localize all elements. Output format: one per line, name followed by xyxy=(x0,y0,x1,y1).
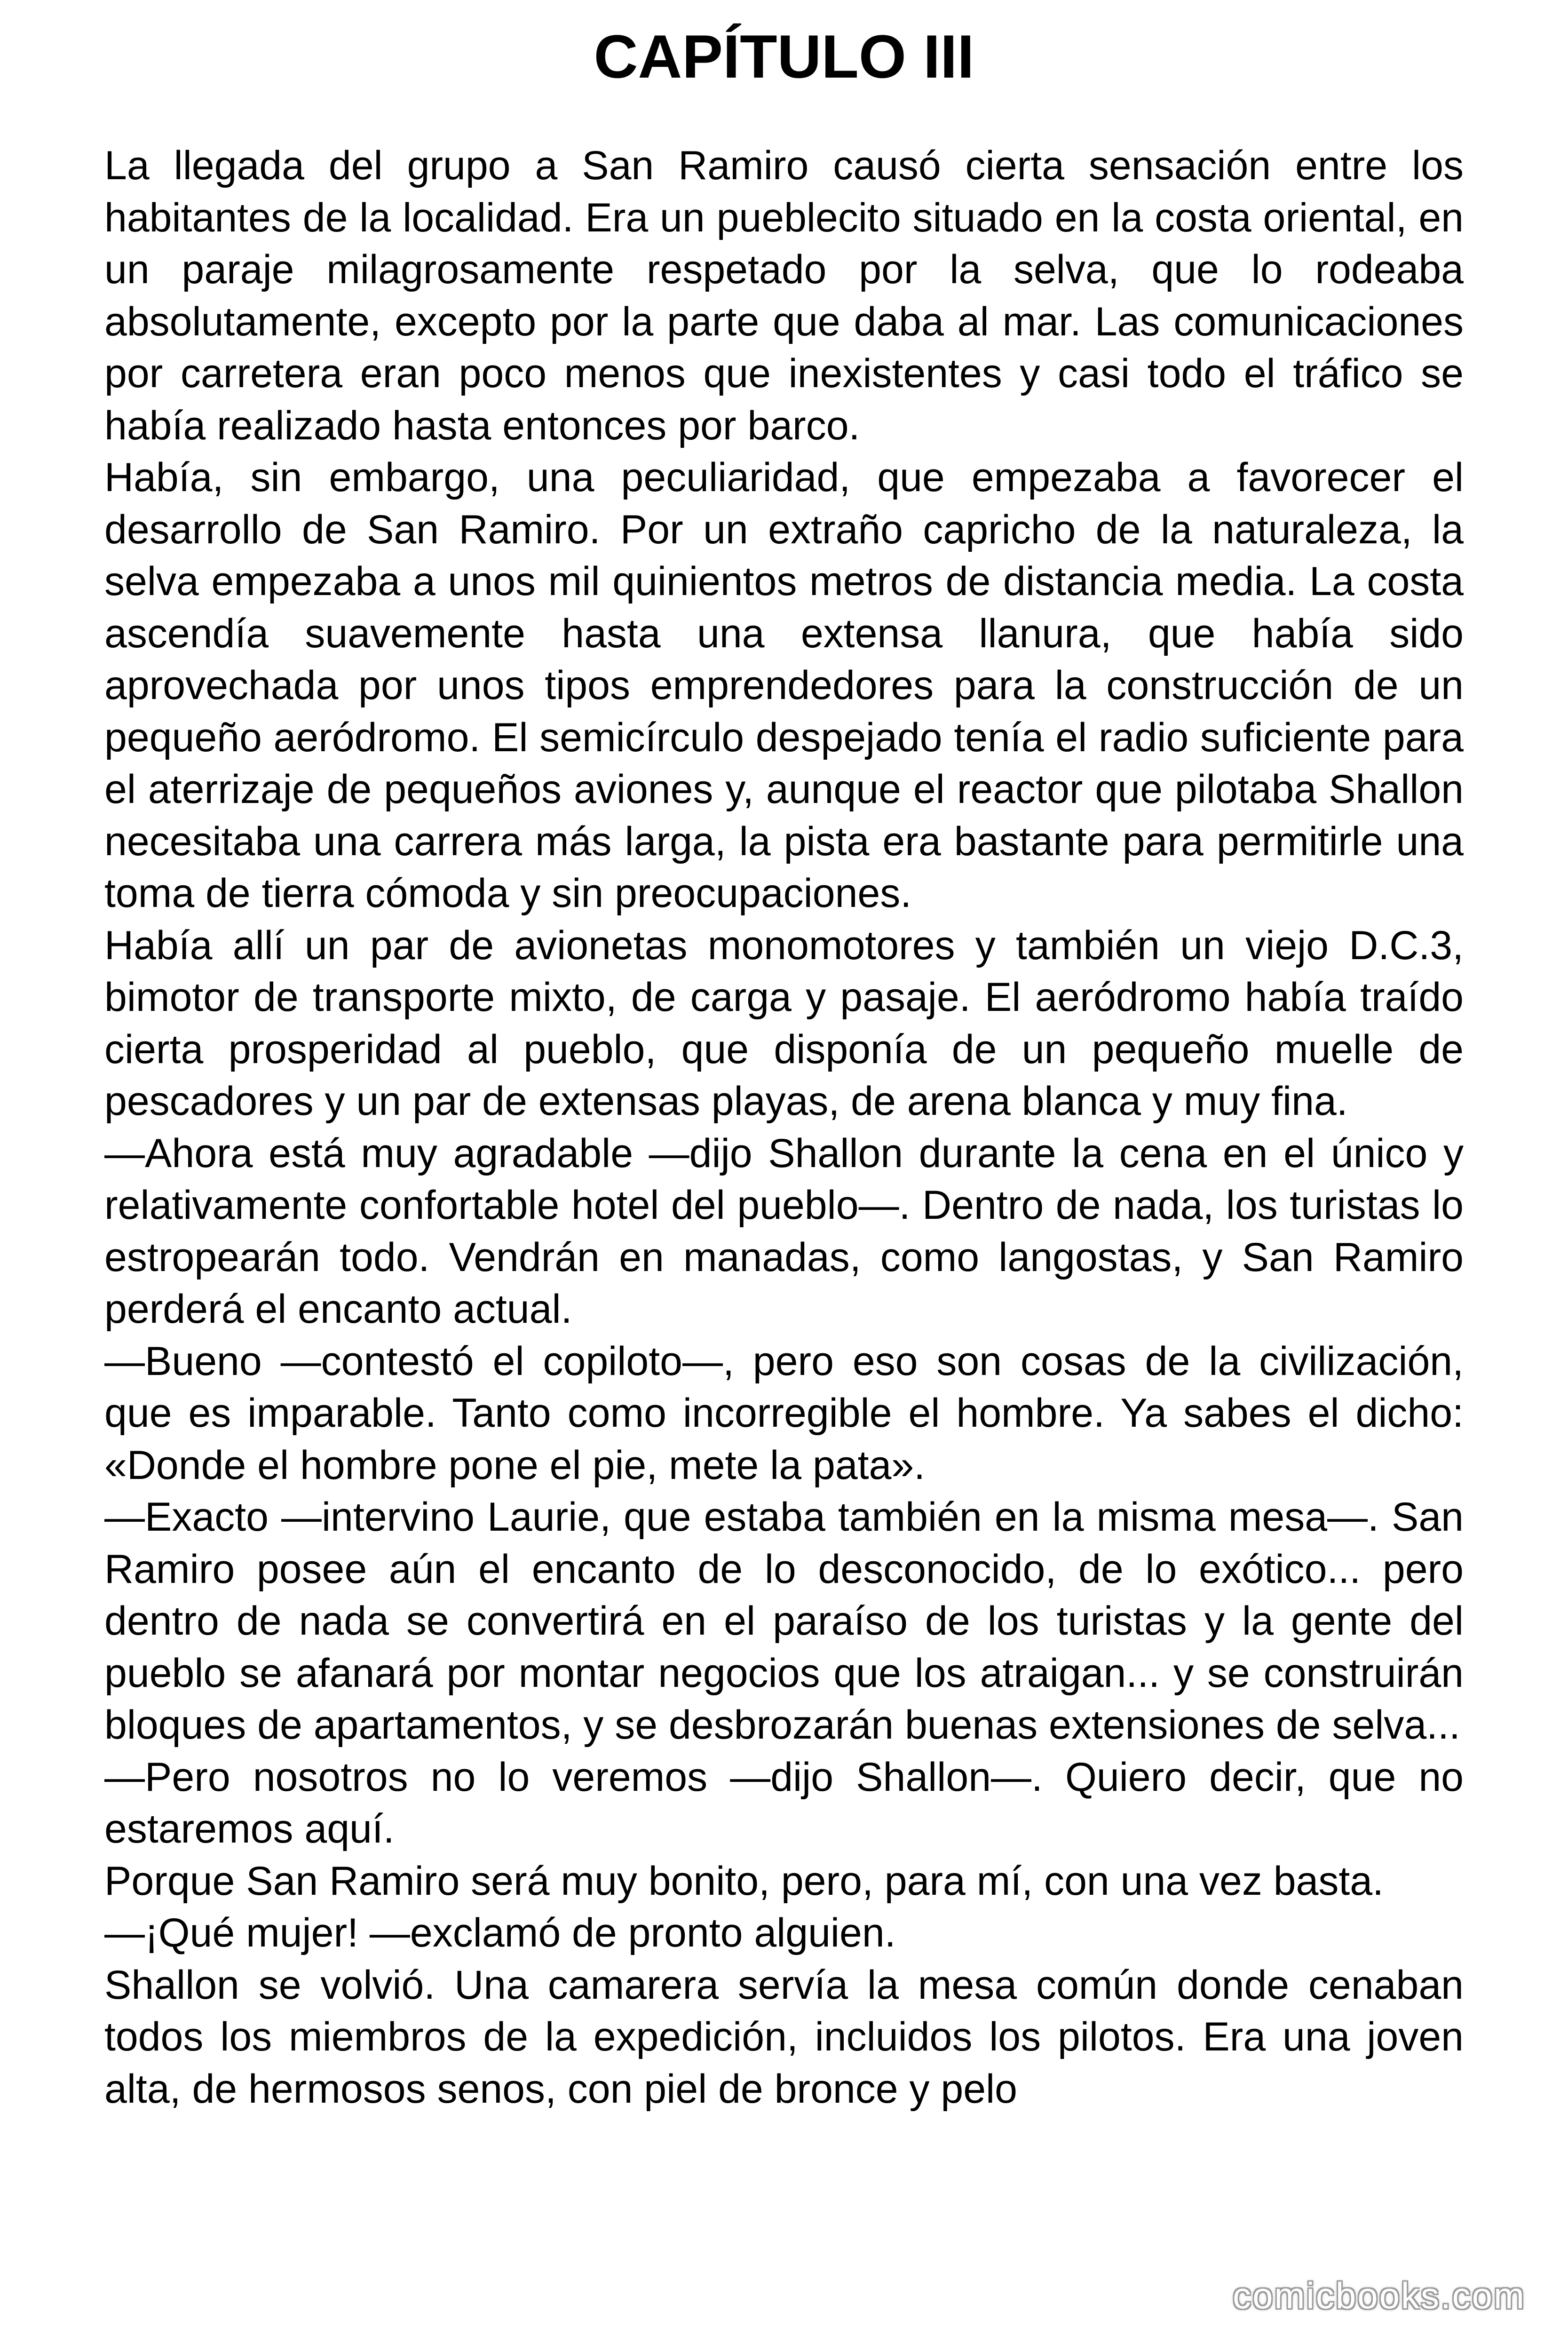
paragraph: —Exacto —intervino Laurie, que estaba también en la misma mesa—. San Ramiro posee aún el encanto de lo desconocido, de lo exótico... pero dentro de nada se convertirá en el paraíso de los turistas y la gente del pueblo se afanará por montar negocios que los atraigan... y se construirán bloques de apartamentos, y se desbrozarán buenas extensiones de selva... xyxy=(104,1494,1464,1748)
paragraph: Shallon se volvió. Una camarera servía la mesa común donde cenaban todos los miembros de la expedición, incluidos los pilotos. Era una joven alta, de hermosos senos, con piel de bronce y pelo xyxy=(104,1962,1464,2112)
paragraph: —¡Qué mujer! —exclamó de pronto alguien. xyxy=(104,1910,896,1955)
chapter-title: CAPÍTULO III xyxy=(594,22,974,91)
paragraph: —Pero nosotros no lo veremos —dijo Shallon—. Quiero decir, que no estaremos aquí. xyxy=(104,1754,1464,1851)
paragraph: —Ahora está muy agradable —dijo Shallon durante la cena en el único y relativamente confortable hotel del pueblo—. Dentro de nada, los turistas lo estropearán todo. Vendrán en manadas, como langostas, y San Ramiro perderá el encanto actual. xyxy=(104,1130,1464,1332)
paragraph: La llegada del grupo a San Ramiro causó cierta sensación entre los habitantes de la localidad. Era un pueblecito situado en la costa oriental, en un paraje milagrosamente respetado por la selva, que lo rodeaba absolutamente, excepto por la parte que daba al mar. Las comunicaciones por carretera eran poco menos que inexistentes y casi todo el tráfico se había realizado hasta entonces por barco. xyxy=(104,143,1464,448)
chapter-body xyxy=(104,140,1464,2115)
paragraph: Porque San Ramiro será muy bonito, pero, para mí, con una vez basta. xyxy=(104,1858,1384,1904)
paragraph: Había allí un par de avionetas monomotores y también un viejo D.C.3, bimotor de transporte mixto, de carga y pasaje. El aeródromo había traído cierta prosperidad al pueblo, que disponía de un pequeño muelle de pescadores y un par de extensas playas, de arena blanca y muy fina. xyxy=(104,922,1464,1124)
paragraph: —Bueno —contestó el copiloto—, pero eso son cosas de la civilización, que es imparable. Tanto como incorregible el hombre. Ya sabes el dicho: «Donde el hombre pone el pie, mete la pata». xyxy=(104,1338,1464,1488)
paragraph: Había, sin embargo, una peculiaridad, que empezaba a favorecer el desarrollo de San Ramiro. Por un extraño capricho de la naturaleza, la selva empezaba a unos mil quinientos metros de distancia media. La costa ascendía suavemente hasta una extensa llanura, que había sido aprovechada por unos tipos emprendedores para la construcción de un pequeño aeródromo. El semicírculo despejado tenía el radio suficiente para el aterrizaje de pequeños aviones y, aunque el reactor que pilotaba Shallon necesitaba una carrera más larga, la pista era bastante para permitirle una toma de tierra cómoda y sin preocupaciones. xyxy=(104,455,1464,916)
watermark: comicbooks.com xyxy=(1233,2275,1526,2316)
